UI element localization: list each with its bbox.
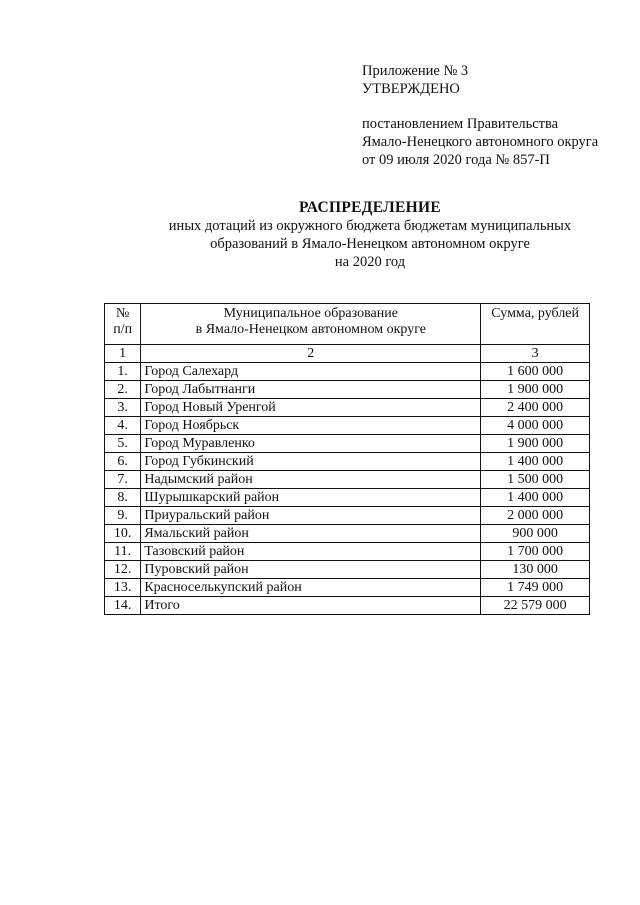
row-sum: 1 900 000 [481,381,590,399]
row-sum: 1 500 000 [481,471,590,489]
table-row [105,381,590,399]
header-sum-label: Сумма, рублей [491,306,580,321]
row-number: 13. [105,579,141,597]
row-number: 2. [105,381,141,399]
approval-line-2: Ямало-Ненецкого автономного округа [362,134,599,150]
table-row [105,579,590,597]
title-line-1: иных дотаций из окружного бюджета бюджетам муниципальных [168,218,572,234]
table-header-row [105,304,590,345]
row-municipality: Надымский район [141,471,481,489]
table-row [105,399,590,417]
title-line-3: на 2020 год [334,254,406,270]
table-row [105,597,590,615]
row-municipality: Город Салехард [141,363,481,381]
row-number: 8. [105,489,141,507]
table-row [105,507,590,525]
row-sum: 1 400 000 [481,453,590,471]
title-line-2: образований в Ямало-Ненецком автономном округе [210,236,530,252]
row-number: 5. [105,435,141,453]
row-number: 6. [105,453,141,471]
table-row [105,489,590,507]
row-municipality: Город Ноябрьск [141,417,481,435]
row-municipality: Шурышкарский район [141,489,481,507]
appendix-label: Приложение № 3 [362,63,469,79]
row-municipality: Тазовский район [141,543,481,561]
table-row [105,471,590,489]
row-number: 3. [105,399,141,417]
row-sum: 1 749 000 [481,579,590,597]
row-municipality: Пуровский район [141,561,481,579]
row-number: 7. [105,471,141,489]
distribution-table [104,303,590,615]
row-sum: 1 700 000 [481,543,590,561]
row-sum: 1 600 000 [481,363,590,381]
row-sum: 2 400 000 [481,399,590,417]
header-name-line-2: в Ямало-Ненецком автономном округе [195,322,426,337]
row-sum: 2 000 000 [481,507,590,525]
row-municipality: Город Лабытнанги [141,381,481,399]
header-num-line-1: № [115,306,130,321]
row-number: 9. [105,507,141,525]
header-sum [481,304,590,345]
row-number: 10. [105,525,141,543]
table-row [105,525,590,543]
document-title [150,199,590,271]
table-row [105,543,590,561]
row-number: 1. [105,363,141,381]
row-municipality: Город Муравленко [141,435,481,453]
row-number: 12. [105,561,141,579]
row-municipality: Город Губкинский [141,453,481,471]
row-sum: 1 400 000 [481,489,590,507]
row-number: 14. [105,597,141,615]
row-number: 4. [105,417,141,435]
row-number: 11. [105,543,141,561]
row-sum: 4 000 000 [481,417,590,435]
row-sum: 130 000 [481,561,590,579]
table-body [105,345,590,615]
row-municipality: Красноселькупский район [141,579,481,597]
row-municipality: Ямальский район [141,525,481,543]
row-municipality: Итого [141,597,481,615]
header-name [141,304,481,345]
index-cell: 3 [481,345,590,363]
approval-line-1: постановлением Правительства [362,116,559,132]
index-cell: 1 [105,345,141,363]
approved-label: УТВЕРЖДЕНО [362,81,460,97]
spacer [362,98,622,115]
title-heading: РАСПРЕДЕЛЕНИЕ [299,199,441,216]
table-row [105,435,590,453]
row-sum: 22 579 000 [481,597,590,615]
header-name-line-1: Муниципальное образование [223,306,398,321]
row-sum: 900 000 [481,525,590,543]
table-row [105,363,590,381]
index-row [105,345,590,363]
approval-line-3: от 09 июля 2020 года № 857-П [362,152,550,168]
approval-stamp [362,62,622,169]
header-num-line-2: п/п [113,322,133,337]
table-row [105,453,590,471]
table-row [105,561,590,579]
row-municipality: Приуральский район [141,507,481,525]
row-municipality: Город Новый Уренгой [141,399,481,417]
table-row [105,417,590,435]
row-sum: 1 900 000 [481,435,590,453]
index-cell: 2 [141,345,481,363]
header-num [105,304,141,345]
